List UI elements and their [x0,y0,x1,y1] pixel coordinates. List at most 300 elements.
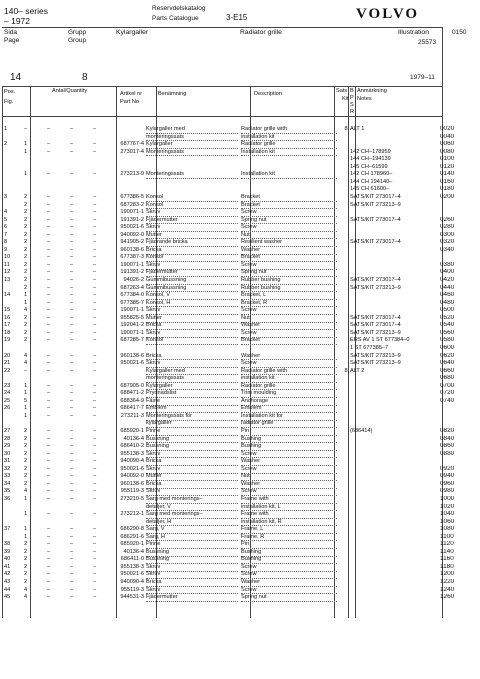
quantity-cell: – [93,307,97,314]
table-row [2,254,480,261]
description-cell: Resilient washer [241,239,337,247]
pos-cell: 40 [4,556,11,563]
line-code: 0080 [440,148,455,155]
note-cell: 144 CH 194140– [350,178,393,185]
benamning-cell: Bussning [146,549,238,557]
benamning-cell: Pinne [146,541,238,549]
pos-cell: 13 [4,277,11,283]
benamning-cell: Bussning [146,436,238,444]
quantity-cell: – [47,193,51,200]
quantity-cell: 2 [24,193,28,200]
quantity-cell: – [93,488,97,495]
quantity-cell: – [70,209,74,216]
table-row [2,277,480,284]
benamning-cell: Pinne [146,428,238,436]
benamning-cell: Bussning [146,443,238,451]
pos-cell: 35 [4,488,11,495]
part-number-cell: 941905-2 [120,239,144,246]
line-code: 0420 [440,277,455,283]
quantity-cell: 1 [24,526,28,533]
part-number-cell: 960138-6 [120,246,144,253]
part-number-cell: 955138-3 [120,450,144,457]
quantity-cell: 5 [24,397,28,404]
part-number-cell: 190071-1 [120,209,144,216]
quantity-cell: – [47,367,51,374]
table-row [2,496,480,503]
part-number-cell: 950021-6 [120,224,144,231]
benamning-cell: Kylargaller med [146,126,238,134]
quantity-cell: – [70,201,74,208]
quantity-cell: – [47,541,51,548]
part-number-cell: 950021-6 [120,360,144,367]
line-code: 1140 [440,548,454,555]
line-code: 0120 [440,163,455,170]
part-number-cell: 685920-1 [120,428,144,434]
description-cell: Washer [241,322,337,330]
pos-cell: 19 [4,337,11,344]
quantity-cell: 4 [24,488,28,495]
quantity-cell: 1 [24,495,28,502]
quantity-cell: – [93,254,97,261]
col-fig: Fig. [4,99,14,105]
quantity-cell: – [47,488,51,495]
quantity-cell: – [93,193,97,200]
quantity-cell: – [47,390,51,397]
table-row [2,171,480,178]
line-code: 1040 [440,511,455,518]
table-row [2,466,480,473]
part-number-cell: 686411-0 [120,556,144,563]
table-row [2,269,480,276]
quantity-cell: – [93,360,97,367]
quantity-cell: – [93,299,97,306]
pos-cell: 41 [4,563,11,570]
quantity-cell: – [70,511,74,518]
table-row [2,549,480,556]
quantity-cell: – [47,329,51,336]
quantity-cell: – [47,458,51,465]
quantity-cell: – [93,458,97,465]
pos-cell: 18 [4,329,11,336]
pos-cell: 15 [4,307,11,314]
table-row [2,202,480,209]
table-row [2,594,480,601]
note-cell: SATS/KIT 273213–9 [350,284,401,291]
pos-cell: 7 [4,231,8,238]
quantity-cell: – [70,428,74,434]
quantity-cell: – [93,239,97,246]
line-code: 0840 [440,435,455,442]
table-row [2,428,480,435]
benamning-cell: Skruv [146,451,238,459]
description-cell: Bracket [241,337,337,345]
note-cell: 142 CH–178959 [350,148,391,155]
table-row [2,564,480,571]
col-partno: Part No [120,99,139,105]
line-code: 0600 [440,344,455,351]
part-number-cell: 677385-7 [120,299,144,306]
benamning-cell: Skruv [146,209,238,217]
quantity-cell: 2 [24,269,28,276]
benamning-cell: Skruv [146,564,238,572]
part-number-cell: 686410-2 [120,443,144,450]
note-cell: SATS/KIT 273017–4 [350,193,401,200]
illustration-number: 25573 [418,39,437,46]
quantity-cell: 1 [24,292,28,299]
quantity-cell: – [93,450,97,457]
note-cell: 142 CH 178960– [350,171,393,178]
quantity-cell: – [70,556,74,563]
quantity-cell: – [93,314,97,321]
quantity-cell: – [47,314,51,321]
benamning-cell: Monteringssats för [146,413,238,421]
quantity-cell: – [93,209,97,216]
quantity-cell: 4 [24,352,28,359]
quantity-cell: – [93,126,97,132]
quantity-cell: 4 [24,307,28,314]
quantity-cell: 2 [24,284,28,291]
note-cell: 145 CH 61600– [350,186,390,193]
quantity-cell: – [93,526,97,533]
benamning-cell: Skruv [146,330,238,338]
part-number-cell: 955119-3 [120,586,144,593]
pos-cell: 3 [4,193,8,200]
benamning-cell: Kylargaller [146,383,238,391]
quantity-cell: – [47,586,51,593]
quantity-cell: – [93,352,97,359]
part-number-cell: 950021-6 [120,465,144,472]
quantity-cell: 4 [24,594,28,601]
description-cell: Spring nut [241,217,337,225]
table-row [2,262,480,269]
benamning-cell: Emblem [146,405,238,413]
quantity-cell: – [47,571,51,578]
pos-cell: 8 [4,239,8,246]
quantity-cell: 2 [24,329,28,336]
part-number-cell: 688364-9 [120,397,144,404]
line-code: 1220 [440,579,455,585]
sida-label: Sida [4,29,18,36]
table-row [2,156,480,163]
table-row [2,534,480,541]
part-number-cell: 686291-6 [120,533,144,540]
pos-cell: 33 [4,473,11,480]
description-cell: radiator grille [241,420,337,428]
table-row [2,413,480,420]
line-code: 0480 [440,299,455,306]
line-code: 1260 [440,594,455,601]
part-number-cell: 686290-8 [120,526,144,533]
column-header-bottom-rule [2,116,442,117]
quantity-cell: 2 [24,261,28,268]
description-cell: Installation kit [241,171,337,179]
col-pos: Pos. [4,89,16,95]
quantity-cell: 2 [24,480,28,487]
description-cell: Radiator grille with [241,126,337,134]
quantity-cell: – [70,548,74,555]
quantity-cell: – [70,284,74,291]
quantity-cell: – [47,428,51,434]
line-code: 1060 [440,518,455,525]
benamning-cell: Fjädrande bricka [146,239,238,247]
part-number-cell: 191391-2 [120,216,144,223]
quantity-cell: 2 [24,337,28,344]
table-row [2,247,480,254]
description-cell: Emblem [241,405,337,413]
line-code: 0100 [440,156,455,163]
quantity-cell: – [70,329,74,336]
line-code: 0700 [440,382,455,389]
description-cell: Rubber bushing [241,277,337,285]
pos-cell: 5 [4,216,8,223]
quantity-cell: 2 [24,239,28,246]
pos-cell: 4 [4,209,8,216]
quantity-cell: 2 [24,458,28,465]
description-cell: Screw [241,330,337,338]
line-code: 0460 [440,292,455,299]
pos-cell: 37 [4,526,11,533]
part-number-cell: 687767-4 [120,141,144,148]
table-row [2,186,480,193]
quantity-cell: – [93,201,97,208]
line-code: 0620 [440,352,455,359]
part-number-cell: 190071-1 [120,307,144,314]
col-b: B [350,88,354,94]
quantity-cell: – [93,548,97,555]
quantity-cell: – [70,435,74,442]
quantity-cell: 2 [24,209,28,216]
table-row [2,194,480,201]
quantity-cell: – [70,277,74,283]
quantity-cell: 1 [24,299,28,306]
header-rule [2,27,442,28]
line-code: 0040 [440,133,455,140]
table-row [2,330,480,337]
col-r: R [350,109,355,115]
table-row [2,488,480,495]
part-number-cell: 687283-2 [120,201,144,208]
line-code: 1200 [440,571,455,578]
part-number-cell: 955825-5 [120,314,144,321]
benamning-cell: Bussning [146,556,238,564]
quantity-cell: – [70,337,74,344]
table-row [2,571,480,578]
quantity-cell: – [93,480,97,487]
quantity-cell: – [70,216,74,223]
note-cell: ALT 1 [350,126,365,132]
pos-cell: 36 [4,495,11,502]
pos-cell: 24 [4,390,11,397]
line-code: 0540 [440,322,455,329]
line-code: 0640 [440,360,455,367]
quantity-cell: – [47,556,51,563]
table-row [2,315,480,322]
table-row [2,473,480,480]
description-cell: Radiator grille [241,383,337,391]
benamning-cell: Skruv [146,360,238,368]
quantity-cell: – [47,465,51,472]
description-cell: Screw [241,587,337,595]
description-cell: Screw [241,488,337,496]
part-number-cell: 94026-2 [123,277,144,283]
quantity-cell: 2 [24,277,28,283]
table-row [2,232,480,239]
description-cell: Washer [241,353,337,361]
benamning-cell: Mutter [146,473,238,481]
note-cell: ALT 2 [350,367,365,374]
quantity-cell: – [47,269,51,276]
benamning-cell: Konsol, H [146,300,238,308]
line-code: 0020 [440,126,455,132]
benamning-cell: Sarg, H [146,534,238,542]
part-number-cell: 960138-6 [120,352,144,359]
quantity-cell: – [93,269,97,276]
benamning-cell: detaljer, H [146,519,238,527]
description-cell: Pin [241,541,337,549]
benamning-cell: Fjädermutter [146,594,238,602]
quantity-cell: 1 [24,511,28,518]
quantity-cell: – [70,352,74,359]
line-code: 0340 [440,246,455,253]
benamning-cell: Konsol [146,194,238,202]
line-code: 1080 [440,526,455,533]
quantity-cell: 1 [24,171,28,178]
table-row [2,292,480,299]
quantity-cell: – [24,367,28,374]
sats-cell: 8 [344,367,348,374]
table-row [2,300,480,307]
description-cell: Screw [241,307,337,315]
quantity-cell: – [93,141,97,148]
benamning-cell: Mutter [146,232,238,240]
description-cell: Frame with [241,511,337,519]
quantity-cell: – [93,390,97,397]
quantity-cell: – [93,216,97,223]
quantity-cell: – [93,571,97,578]
table-row [2,360,480,367]
quantity-cell: – [93,231,97,238]
quantity-cell: – [24,126,28,132]
benamning-cell: Bricka [146,458,238,466]
quantity-cell: – [93,443,97,450]
part-number-cell: 273213-9 [120,171,144,178]
quantity-cell: – [70,367,74,374]
quantity-cell: – [93,473,97,480]
quantity-cell: – [93,277,97,283]
table-row [2,481,480,488]
pos-cell: 28 [4,435,11,442]
quantity-cell: – [47,231,51,238]
table-row [2,126,480,133]
quantity-cell: – [93,579,97,585]
benamning-cell: monteringssats [146,375,238,383]
benamning-cell: detaljer, V [146,504,238,512]
quantity-cell: – [47,450,51,457]
quantity-cell: 2 [24,563,28,570]
description-cell: Nut [241,232,337,240]
benamning-cell: Bricka [146,353,238,361]
table-row [2,239,480,246]
line-code: 0160 [440,178,455,185]
part-number-cell: 955119-3 [120,488,144,495]
benamning-cell: Fäste [146,398,238,406]
pos-cell: 21 [4,360,11,367]
quantity-cell: – [70,254,74,261]
benamning-cell: Skruv [146,488,238,496]
part-number-cell: 273211-3 [120,412,144,419]
quantity-cell: 2 [24,435,28,442]
benamning-cell: Bricka [146,481,238,489]
part-number-cell: 190071-1 [120,329,144,336]
benamning-cell: Kylargaller med [146,368,238,376]
quantity-cell: – [70,458,74,465]
quantity-cell: – [70,412,74,419]
description-cell: Trim moulding [241,390,337,398]
note-cell: SATS/KIT 273017–4 [350,277,401,283]
part-number-cell: 686417-7 [120,405,144,412]
col-quantity: Antal/Quantity [52,88,88,94]
quantity-cell: 2 [24,579,28,585]
benamning-cell: Monteringssats [146,171,238,179]
description-cell: Radiator grille with [241,368,337,376]
quantity-cell: – [47,563,51,570]
description-cell: Installation kit for [241,413,337,421]
pos-cell: 32 [4,465,11,472]
column-header-top-rule [2,86,442,87]
benamning-cell: Konsol [146,202,238,210]
part-number-cell: 940092-0 [120,473,144,480]
catalog-title-en: Parts Catalogue [152,15,199,22]
pos-cell: 9 [4,246,8,253]
part-number-cell: 960138-6 [120,480,144,487]
description-cell: installation kit, R [241,519,337,527]
line-code: 0060 [440,141,455,148]
quantity-cell: – [47,443,51,450]
quantity-cell: – [93,412,97,419]
pos-cell: 29 [4,443,11,450]
pos-cell: 42 [4,571,11,578]
quantity-cell: – [47,216,51,223]
quantity-cell: – [93,171,97,178]
col-p: P [350,95,354,101]
description-cell: Screw [241,466,337,474]
series-label: 140– series [4,6,48,16]
line-code: 0440 [440,284,455,291]
quantity-cell: – [47,473,51,480]
part-number-cell: 687285-7 [120,337,144,344]
benamning-cell: Bricka [146,322,238,330]
quantity-cell: – [47,382,51,389]
pos-cell: 39 [4,548,11,555]
quantity-cell: – [47,284,51,291]
quantity-cell: – [47,594,51,601]
benamning-cell: Konsol [146,337,238,345]
description-cell: Screw [241,564,337,572]
note-cell: SATS/KIT 273017–4 [350,239,401,246]
quantity-cell: – [93,284,97,291]
line-code: 0880 [440,450,455,457]
benamning-cell: Bricka [146,579,238,587]
line-code: 1000 [440,495,455,502]
quantity-cell: – [93,465,97,472]
quantity-cell: – [70,571,74,578]
line-code: 0740 [440,397,455,404]
line-code: 0560 [440,329,455,336]
pos-cell: 44 [4,586,11,593]
line-code: 0140 [440,171,455,178]
quantity-cell: – [93,261,97,268]
pos-cell: 20 [4,352,11,359]
